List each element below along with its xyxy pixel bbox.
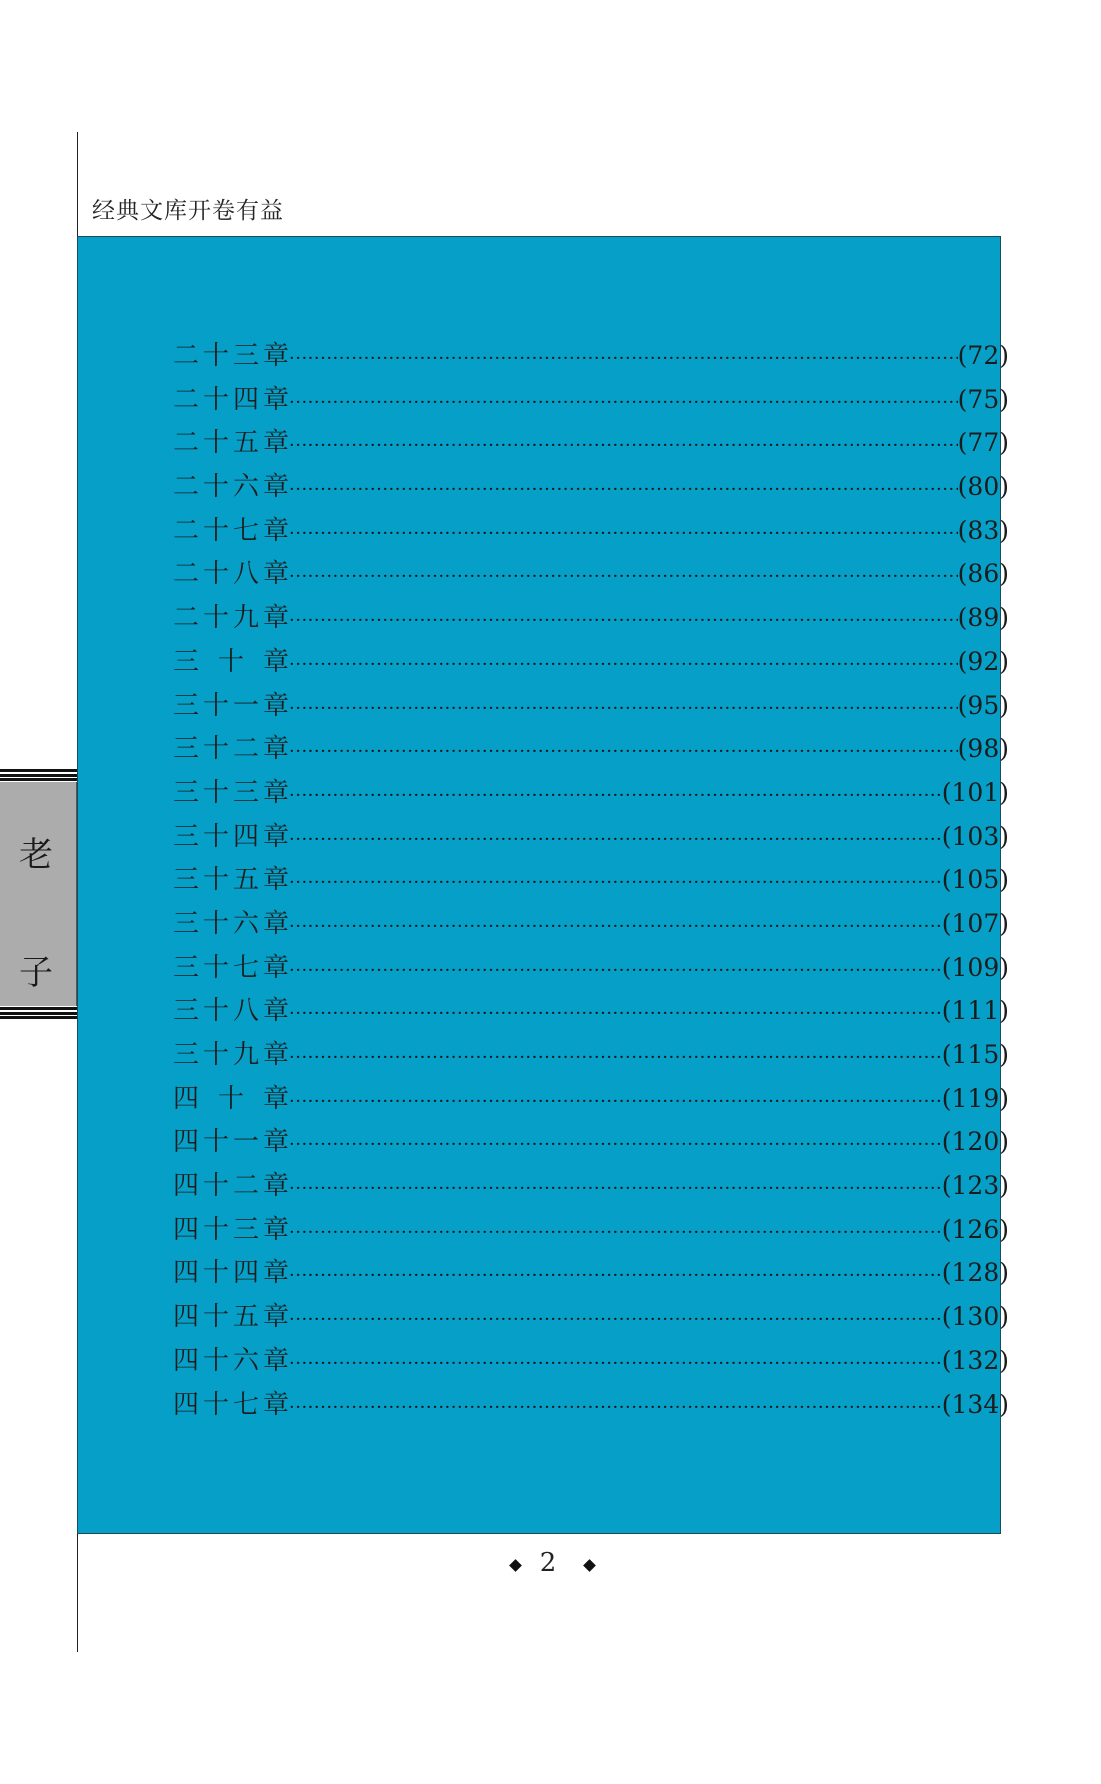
toc-entry-title-char: 章 xyxy=(262,559,289,590)
toc-entry-title xyxy=(173,422,289,459)
toc-entry-title xyxy=(173,1252,289,1289)
toc-entry-page: (120) xyxy=(941,1127,1009,1157)
toc-dot-leader xyxy=(289,960,942,981)
toc-entry-title xyxy=(173,1384,289,1421)
toc-entry-page: (115) xyxy=(941,1040,1009,1069)
toc-entry-title-char: 三 xyxy=(173,734,200,765)
toc-entry[interactable] xyxy=(173,379,1009,423)
diamond-icon xyxy=(583,1559,596,1572)
toc-entry-title-char: 六 xyxy=(232,472,259,503)
toc-entry-page: (107) xyxy=(941,908,1009,938)
toc-entry-title xyxy=(173,1296,289,1333)
toc-entry-title-char: 二 xyxy=(232,1171,259,1202)
toc-entry-title xyxy=(173,772,289,809)
toc-entry-title-char: 章 xyxy=(262,603,289,634)
toc-entry-page: (134) xyxy=(941,1389,1009,1419)
toc-entry[interactable] xyxy=(173,1384,1009,1428)
toc-dot-leader xyxy=(289,1134,942,1155)
toc-entry[interactable] xyxy=(173,772,1009,816)
toc-entry-title-char: 章 xyxy=(262,952,289,983)
toc-entry[interactable] xyxy=(173,947,1009,991)
toc-entry[interactable] xyxy=(173,1165,1009,1209)
toc-entry[interactable] xyxy=(173,1252,1009,1296)
toc-dot-leader xyxy=(289,566,958,587)
toc-entry-title-char: 章 xyxy=(262,821,289,852)
toc-entry-title xyxy=(173,379,289,416)
toc-entry-page: (89) xyxy=(957,603,1009,633)
toc-entry-page: (98) xyxy=(957,734,1009,764)
toc-entry-title-char: 章 xyxy=(262,996,289,1027)
toc-entry-title-char: 十 xyxy=(202,908,229,939)
toc-entry[interactable] xyxy=(173,685,1009,729)
toc-entry-title-char: 章 xyxy=(262,1389,289,1420)
toc-entry[interactable] xyxy=(173,816,1009,860)
toc-entry-title-char: 九 xyxy=(232,603,259,634)
toc-entry-page: (92) xyxy=(957,646,1009,676)
toc-entry-title-char: 章 xyxy=(262,1345,289,1376)
toc-entry-title-char: 章 xyxy=(262,1214,289,1245)
toc-entry-title-char: 一 xyxy=(232,690,259,721)
toc-entry-title-char: 十 xyxy=(202,690,229,721)
toc-entry-title-char: 章 xyxy=(262,515,289,546)
toc-entry-page: (86) xyxy=(957,559,1009,589)
toc-entry-page: (119) xyxy=(941,1083,1009,1113)
toc-entry-title-char: 三 xyxy=(173,865,200,896)
toc-entry-title-char: 十 xyxy=(202,1389,229,1420)
toc-entry-title xyxy=(173,728,289,765)
toc-entry-title-char: 章 xyxy=(262,777,289,808)
toc-entry-title xyxy=(173,1121,289,1158)
toc-entry-title-char: 十 xyxy=(202,384,229,415)
toc-entry-page: (130) xyxy=(941,1302,1009,1332)
toc-entry-title-char: 四 xyxy=(173,1345,200,1376)
toc-entry-title-char: 三 xyxy=(173,1040,200,1070)
toc-entry-title-char: 十 xyxy=(202,1214,229,1245)
toc-entry-title-char: 五 xyxy=(232,428,259,459)
toc-entry-title-char: 三 xyxy=(232,1214,259,1245)
toc-entry[interactable] xyxy=(173,641,1009,685)
toc-entry-title xyxy=(173,1209,289,1246)
toc-entry-title-char: 二 xyxy=(173,428,200,459)
toc-entry-title xyxy=(173,641,289,678)
toc-entry-title-char: 十 xyxy=(202,515,229,546)
toc-entry-title-char: 十 xyxy=(202,1040,229,1070)
toc-entry-title-char: 三 xyxy=(232,777,259,808)
toc-dot-leader xyxy=(289,916,942,937)
toc-entry-title-char: 二 xyxy=(232,734,259,765)
toc-entry-title-char: 章 xyxy=(262,734,289,765)
toc-entry-title-char: 章 xyxy=(262,472,289,503)
toc-entry-title xyxy=(173,510,289,547)
toc-entry-page: (72) xyxy=(957,341,1009,370)
toc-entry-title-char: 一 xyxy=(232,1127,259,1158)
toc-entry-title xyxy=(173,335,289,372)
toc-dot-leader xyxy=(289,654,958,675)
toc-entry-title-char: 三 xyxy=(232,341,259,371)
toc-entry-title-char: 章 xyxy=(262,646,289,677)
toc-entry-page: (103) xyxy=(941,821,1009,851)
toc-entry-title-char: 章 xyxy=(262,1083,289,1114)
toc-entry-page: (80) xyxy=(957,472,1009,502)
toc-entry-title-char: 三 xyxy=(173,821,200,852)
toc-entry-title-char: 三 xyxy=(173,777,200,808)
toc-entry[interactable] xyxy=(173,510,1009,554)
toc-dot-leader xyxy=(289,829,942,850)
toc-dot-leader xyxy=(289,1091,942,1112)
toc-entry[interactable] xyxy=(173,728,1009,772)
toc-dot-leader xyxy=(289,610,958,631)
toc-entry-title-char: 四 xyxy=(173,1214,200,1245)
toc-entry-title-char: 四 xyxy=(232,1258,259,1289)
toc-entry-title-char: 十 xyxy=(202,952,229,983)
toc-entry-title-char: 六 xyxy=(232,1345,259,1376)
toc-entry-title-char: 八 xyxy=(232,559,259,590)
page-number: 2 xyxy=(539,1548,557,1578)
toc-entry-title-char: 三 xyxy=(173,952,200,983)
toc-entry-page: (109) xyxy=(941,952,1009,982)
toc-entry-title-char: 七 xyxy=(232,952,259,983)
toc-entry-title-char: 三 xyxy=(173,908,200,939)
toc-entry-title xyxy=(173,553,289,590)
toc-entry-title-char: 十 xyxy=(202,1127,229,1158)
toc-entry-page: (111) xyxy=(941,996,1009,1026)
toc-entry[interactable] xyxy=(173,597,1009,641)
toc-entry-page: (126) xyxy=(941,1214,1009,1244)
toc-dot-leader xyxy=(289,1265,942,1286)
toc-entry-title-char: 章 xyxy=(262,1258,289,1289)
toc-entry[interactable] xyxy=(173,1340,1009,1384)
toc-entry[interactable] xyxy=(173,1296,1009,1340)
toc-entry-title-char: 十 xyxy=(202,1345,229,1376)
toc-dot-leader xyxy=(289,1003,942,1024)
side-tab xyxy=(0,769,77,1019)
toc-entry-title-char: 二 xyxy=(173,472,200,503)
toc-entry-title-char: 章 xyxy=(262,384,289,415)
toc-entry-title-char: 章 xyxy=(262,428,289,459)
toc-entry[interactable] xyxy=(173,335,1009,379)
toc-dot-leader xyxy=(289,1178,942,1199)
toc-dot-leader xyxy=(289,1047,942,1068)
toc-entry-page: (83) xyxy=(957,515,1009,545)
toc-entry-title-char: 二 xyxy=(173,384,200,415)
toc-dot-leader xyxy=(289,1309,942,1330)
toc-entry-title xyxy=(173,1165,289,1202)
toc-entry-title-char: 四 xyxy=(173,1127,200,1158)
toc-entry-title-char: 十 xyxy=(202,734,229,765)
toc-entry[interactable] xyxy=(173,1121,1009,1165)
side-tab-top-rule xyxy=(0,769,77,781)
toc-entry-page: (77) xyxy=(957,428,1009,458)
running-header: 经典文库开卷有益 xyxy=(92,198,284,224)
toc-entry-title-char: 二 xyxy=(173,515,200,546)
page-footer xyxy=(0,1548,1101,1588)
side-tab-char: 子 xyxy=(19,953,53,993)
toc-dot-leader xyxy=(289,698,958,719)
toc-entry-title-char: 十 xyxy=(202,428,229,459)
toc-entry-title xyxy=(173,859,289,896)
toc-entry-title-char: 十 xyxy=(202,603,229,634)
toc-dot-leader xyxy=(289,1353,942,1374)
toc-dot-leader xyxy=(289,392,958,413)
toc-entry-title-char: 四 xyxy=(173,1083,200,1114)
toc-dot-leader xyxy=(289,1222,942,1243)
toc-entry[interactable] xyxy=(173,1034,1009,1078)
toc-entry-title-char: 十 xyxy=(202,1302,229,1333)
toc-entry-title-char: 十 xyxy=(202,341,229,371)
toc-entry-page: (123) xyxy=(941,1171,1009,1201)
toc-entry-title-char: 十 xyxy=(202,996,229,1027)
toc-entry-title-char: 章 xyxy=(262,690,289,721)
toc-entry-title-char: 七 xyxy=(232,515,259,546)
toc-entry-title-char: 三 xyxy=(173,690,200,721)
toc-entry-title-char: 十 xyxy=(202,777,229,808)
toc-entry-page: (95) xyxy=(957,690,1009,720)
toc-entry-title xyxy=(173,990,289,1027)
toc-entry-title xyxy=(173,947,289,984)
toc-entry-title-char: 八 xyxy=(232,996,259,1027)
toc-entry-title-char: 章 xyxy=(262,1171,289,1202)
toc-entry-title-char: 十 xyxy=(202,559,229,590)
toc-entry-title-char: 五 xyxy=(232,1302,259,1333)
toc-entry[interactable] xyxy=(173,859,1009,903)
toc-dot-leader xyxy=(289,1397,942,1418)
toc-dot-leader xyxy=(289,523,958,544)
toc-entry[interactable] xyxy=(173,1209,1009,1253)
toc-entry-title xyxy=(173,816,289,853)
toc-entry-title-char: 十 xyxy=(202,1258,229,1289)
toc-entry[interactable] xyxy=(173,1078,1009,1122)
toc-entry-title-char: 六 xyxy=(232,908,259,939)
toc-entry-title-char: 章 xyxy=(262,1127,289,1158)
toc-entry-title-char: 章 xyxy=(262,1040,289,1070)
toc-entry-title xyxy=(173,466,289,503)
toc-entry-title-char: 章 xyxy=(262,908,289,939)
toc-entry-title-char: 章 xyxy=(262,865,289,896)
toc-entry-page: (105) xyxy=(941,865,1009,895)
toc-entry-title-char: 十 xyxy=(202,1171,229,1202)
toc-entry-page: (132) xyxy=(941,1345,1009,1375)
toc-dot-leader xyxy=(289,435,958,456)
toc-entry[interactable] xyxy=(173,553,1009,597)
toc-entry-title xyxy=(173,1034,289,1071)
toc-entry-title xyxy=(173,903,289,940)
toc-entry-title-char: 四 xyxy=(173,1302,200,1333)
toc-dot-leader xyxy=(289,348,958,369)
toc-entry-title-char: 九 xyxy=(232,1040,259,1070)
toc-entry-page: (101) xyxy=(941,777,1009,807)
toc-entry-title xyxy=(173,1078,289,1115)
toc-dot-leader xyxy=(289,785,942,806)
toc-dot-leader xyxy=(289,872,942,893)
toc-entry-title xyxy=(173,1340,289,1377)
toc-entry-title-char: 十 xyxy=(202,865,229,896)
toc-entry-title-char: 十 xyxy=(217,1083,244,1114)
toc-entry-title xyxy=(173,597,289,634)
toc-entry-title xyxy=(173,685,289,722)
toc-entry-title-char: 二 xyxy=(173,603,200,634)
toc-dot-leader xyxy=(289,741,958,762)
toc-dot-leader xyxy=(289,479,958,500)
toc-entry-title-char: 四 xyxy=(173,1258,200,1289)
toc-list xyxy=(173,335,1009,1427)
side-tab-bottom-rule xyxy=(0,1007,77,1019)
side-tab-char: 老 xyxy=(19,835,53,875)
toc-entry-title-char: 四 xyxy=(232,384,259,415)
toc-entry[interactable] xyxy=(173,466,1009,510)
toc-entry-title-char: 二 xyxy=(173,559,200,590)
toc-entry-title-char: 十 xyxy=(202,821,229,852)
toc-entry-title-char: 四 xyxy=(173,1171,200,1202)
toc-entry-title-char: 四 xyxy=(173,1389,200,1420)
toc-entry-title-char: 四 xyxy=(232,821,259,852)
toc-entry-title-char: 七 xyxy=(232,1389,259,1420)
toc-entry-title-char: 三 xyxy=(173,646,200,677)
toc-entry-page: (128) xyxy=(941,1258,1009,1288)
toc-entry[interactable] xyxy=(173,903,1009,947)
toc-entry-page: (75) xyxy=(957,384,1009,414)
toc-entry[interactable] xyxy=(173,990,1009,1034)
toc-entry-title-char: 二 xyxy=(173,341,200,371)
toc-entry-title-char: 章 xyxy=(262,1302,289,1333)
toc-panel xyxy=(77,236,1009,1534)
diamond-icon xyxy=(509,1559,522,1572)
toc-entry-title-char: 三 xyxy=(173,996,200,1027)
toc-entry-title-char: 十 xyxy=(217,646,244,677)
toc-entry-title-char: 章 xyxy=(262,341,289,371)
toc-entry-title-char: 十 xyxy=(202,472,229,503)
toc-entry-title-char: 五 xyxy=(232,865,259,896)
toc-entry[interactable] xyxy=(173,422,1009,466)
